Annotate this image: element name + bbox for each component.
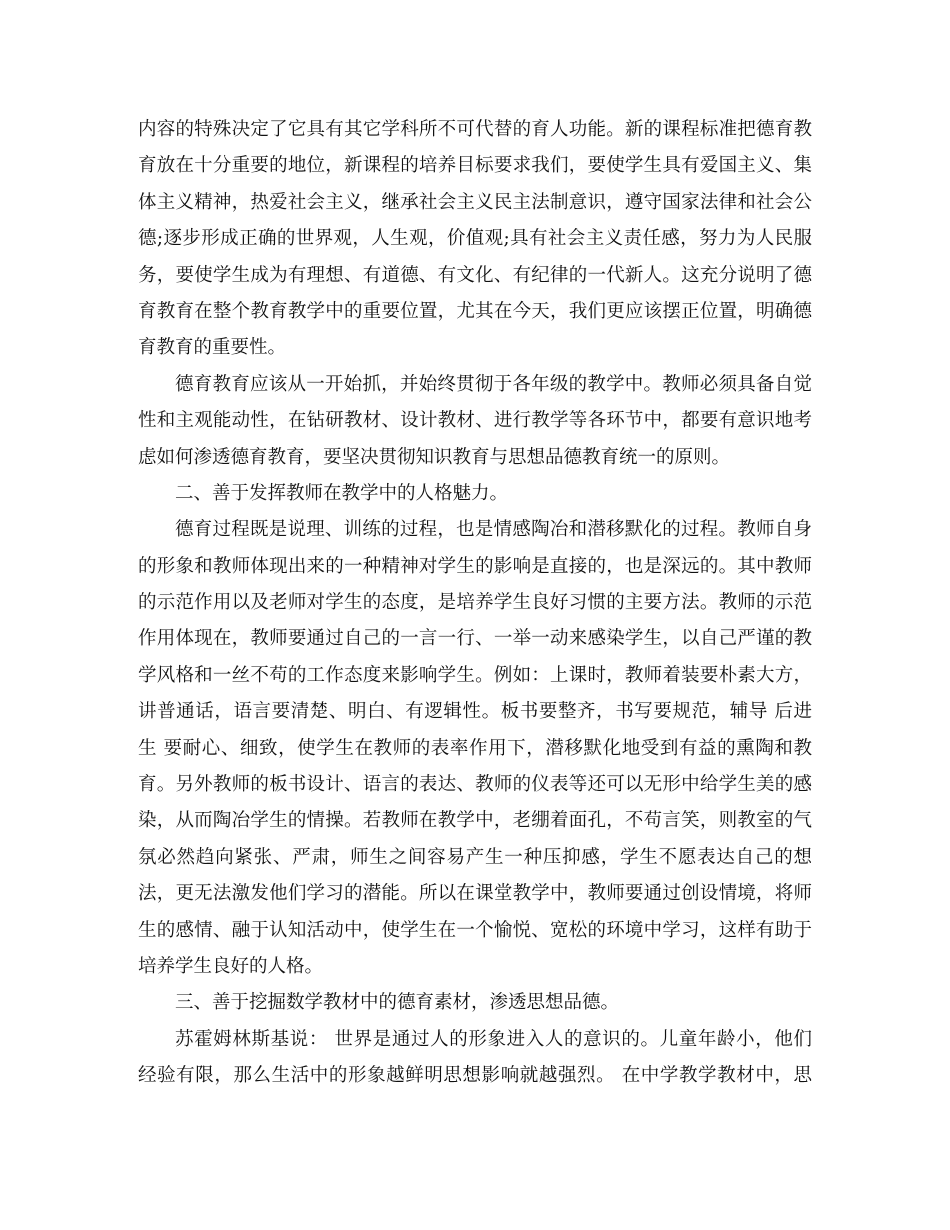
text-line: 内容的特殊决定了它具有其它学科所不可代替的育人功能。新的课程标准把德育教 — [138, 119, 812, 140]
body-paragraph — [138, 112, 812, 367]
body-paragraph — [138, 1022, 812, 1095]
text-line: 育。另外教师的板书设计、语言的表达、教师的仪表等还可以无形中给学生美的感 — [138, 774, 812, 796]
text-line: 氛必然趋向紧张、严肃，师生之间容易产生一种压抑感，学生不愿表达自己的想 — [138, 846, 812, 868]
text-line: 育教育在整个教育教学中的重要位置，尤其在今天，我们更应该摆正位置，明确德 — [138, 300, 812, 322]
text-line: 性和主观能动性，在钻研教材、设计教材、进行教学等各环节中，都要有意识地考 — [138, 410, 812, 432]
body-paragraph — [138, 512, 812, 985]
document-page — [138, 112, 812, 1095]
text-line: 的示范作用以及老师对学生的态度，是培养学生良好习惯的主要方法。教师的示范 — [138, 592, 812, 614]
text-line: 育放在十分重要的地位，新课程的培养目标要求我们，要使学生具有爱国主义、集 — [138, 155, 812, 177]
text-line: 务，要使学生成为有理想、有道德、有文化、有纪律的一代新人。这充分说明了德 — [138, 264, 812, 286]
body-paragraph — [138, 367, 812, 476]
text-line: 的形象和教师体现出来的一种精神对学生的影响是直接的，也是深远的。其中教师 — [138, 555, 812, 577]
text-line: 经验有限，那么生活中的形象越鲜明思想影响就越强烈。 在中学教学教材中，思 — [138, 1065, 812, 1087]
text-line: 育教育的重要性。 — [138, 337, 287, 359]
text-line: 学风格和一丝不苟的工作态度来影响学生。例如：上课时，教师着装要朴素大方， — [138, 664, 812, 686]
text-line: 德;逐步形成正确的世界观，人生观，价值观;具有社会主义责任感，努力为人民服 — [138, 228, 812, 250]
text-line: 体主义精神，热爱社会主义，继承社会主义民主法制意识，遵守国家法律和社会公 — [138, 191, 812, 213]
text-line: 虑如何渗透德育教育，要坚决贯彻知识教育与思想品德教育统一的原则。 — [138, 446, 731, 468]
section-heading — [138, 476, 812, 512]
text-line: 三、善于挖掘数学教材中的德育素材，渗透思想品德。 — [175, 992, 620, 1014]
text-line: 生的感情、融于认知活动中，使学生在一个愉悦、宽松的环境中学习，这样有助于 — [138, 919, 812, 941]
text-line: 培养学生良好的人格。 — [138, 955, 324, 977]
text-line: 染，从而陶冶学生的情操。若教师在教学中，老绷着面孔，不苟言笑，则教室的气 — [138, 810, 812, 832]
section-heading — [138, 985, 812, 1021]
text-line: 苏霍姆林斯基说： 世界是通过人的形象进入人的意识的。儿童年龄小，他们 — [175, 1028, 812, 1050]
text-line: 法，更无法激发他们学习的潜能。所以在课堂教学中，教师要通过创设情境，将师 — [138, 883, 812, 905]
text-line: 二、善于发挥教师在教学中的人格魅力。 — [175, 482, 509, 504]
text-line: 德育教育应该从一开始抓，并始终贯彻于各年级的教学中。教师必须具备自觉 — [175, 373, 812, 395]
text-line: 作用体现在，教师要通过自己的一言一行、一举一动来感染学生，以自己严谨的教 — [138, 628, 812, 650]
text-line: 德育过程既是说理、训练的过程，也是情感陶冶和潜移默化的过程。教师自身 — [175, 519, 812, 541]
text-line: 讲普通话，语言要清楚、明白、有逻辑性。板书要整齐，书写要规范，辅导 后进 — [138, 701, 812, 723]
text-line: 生 要耐心、细致，使学生在教师的表率作用下，潜移默化地受到有益的熏陶和教 — [138, 737, 812, 759]
